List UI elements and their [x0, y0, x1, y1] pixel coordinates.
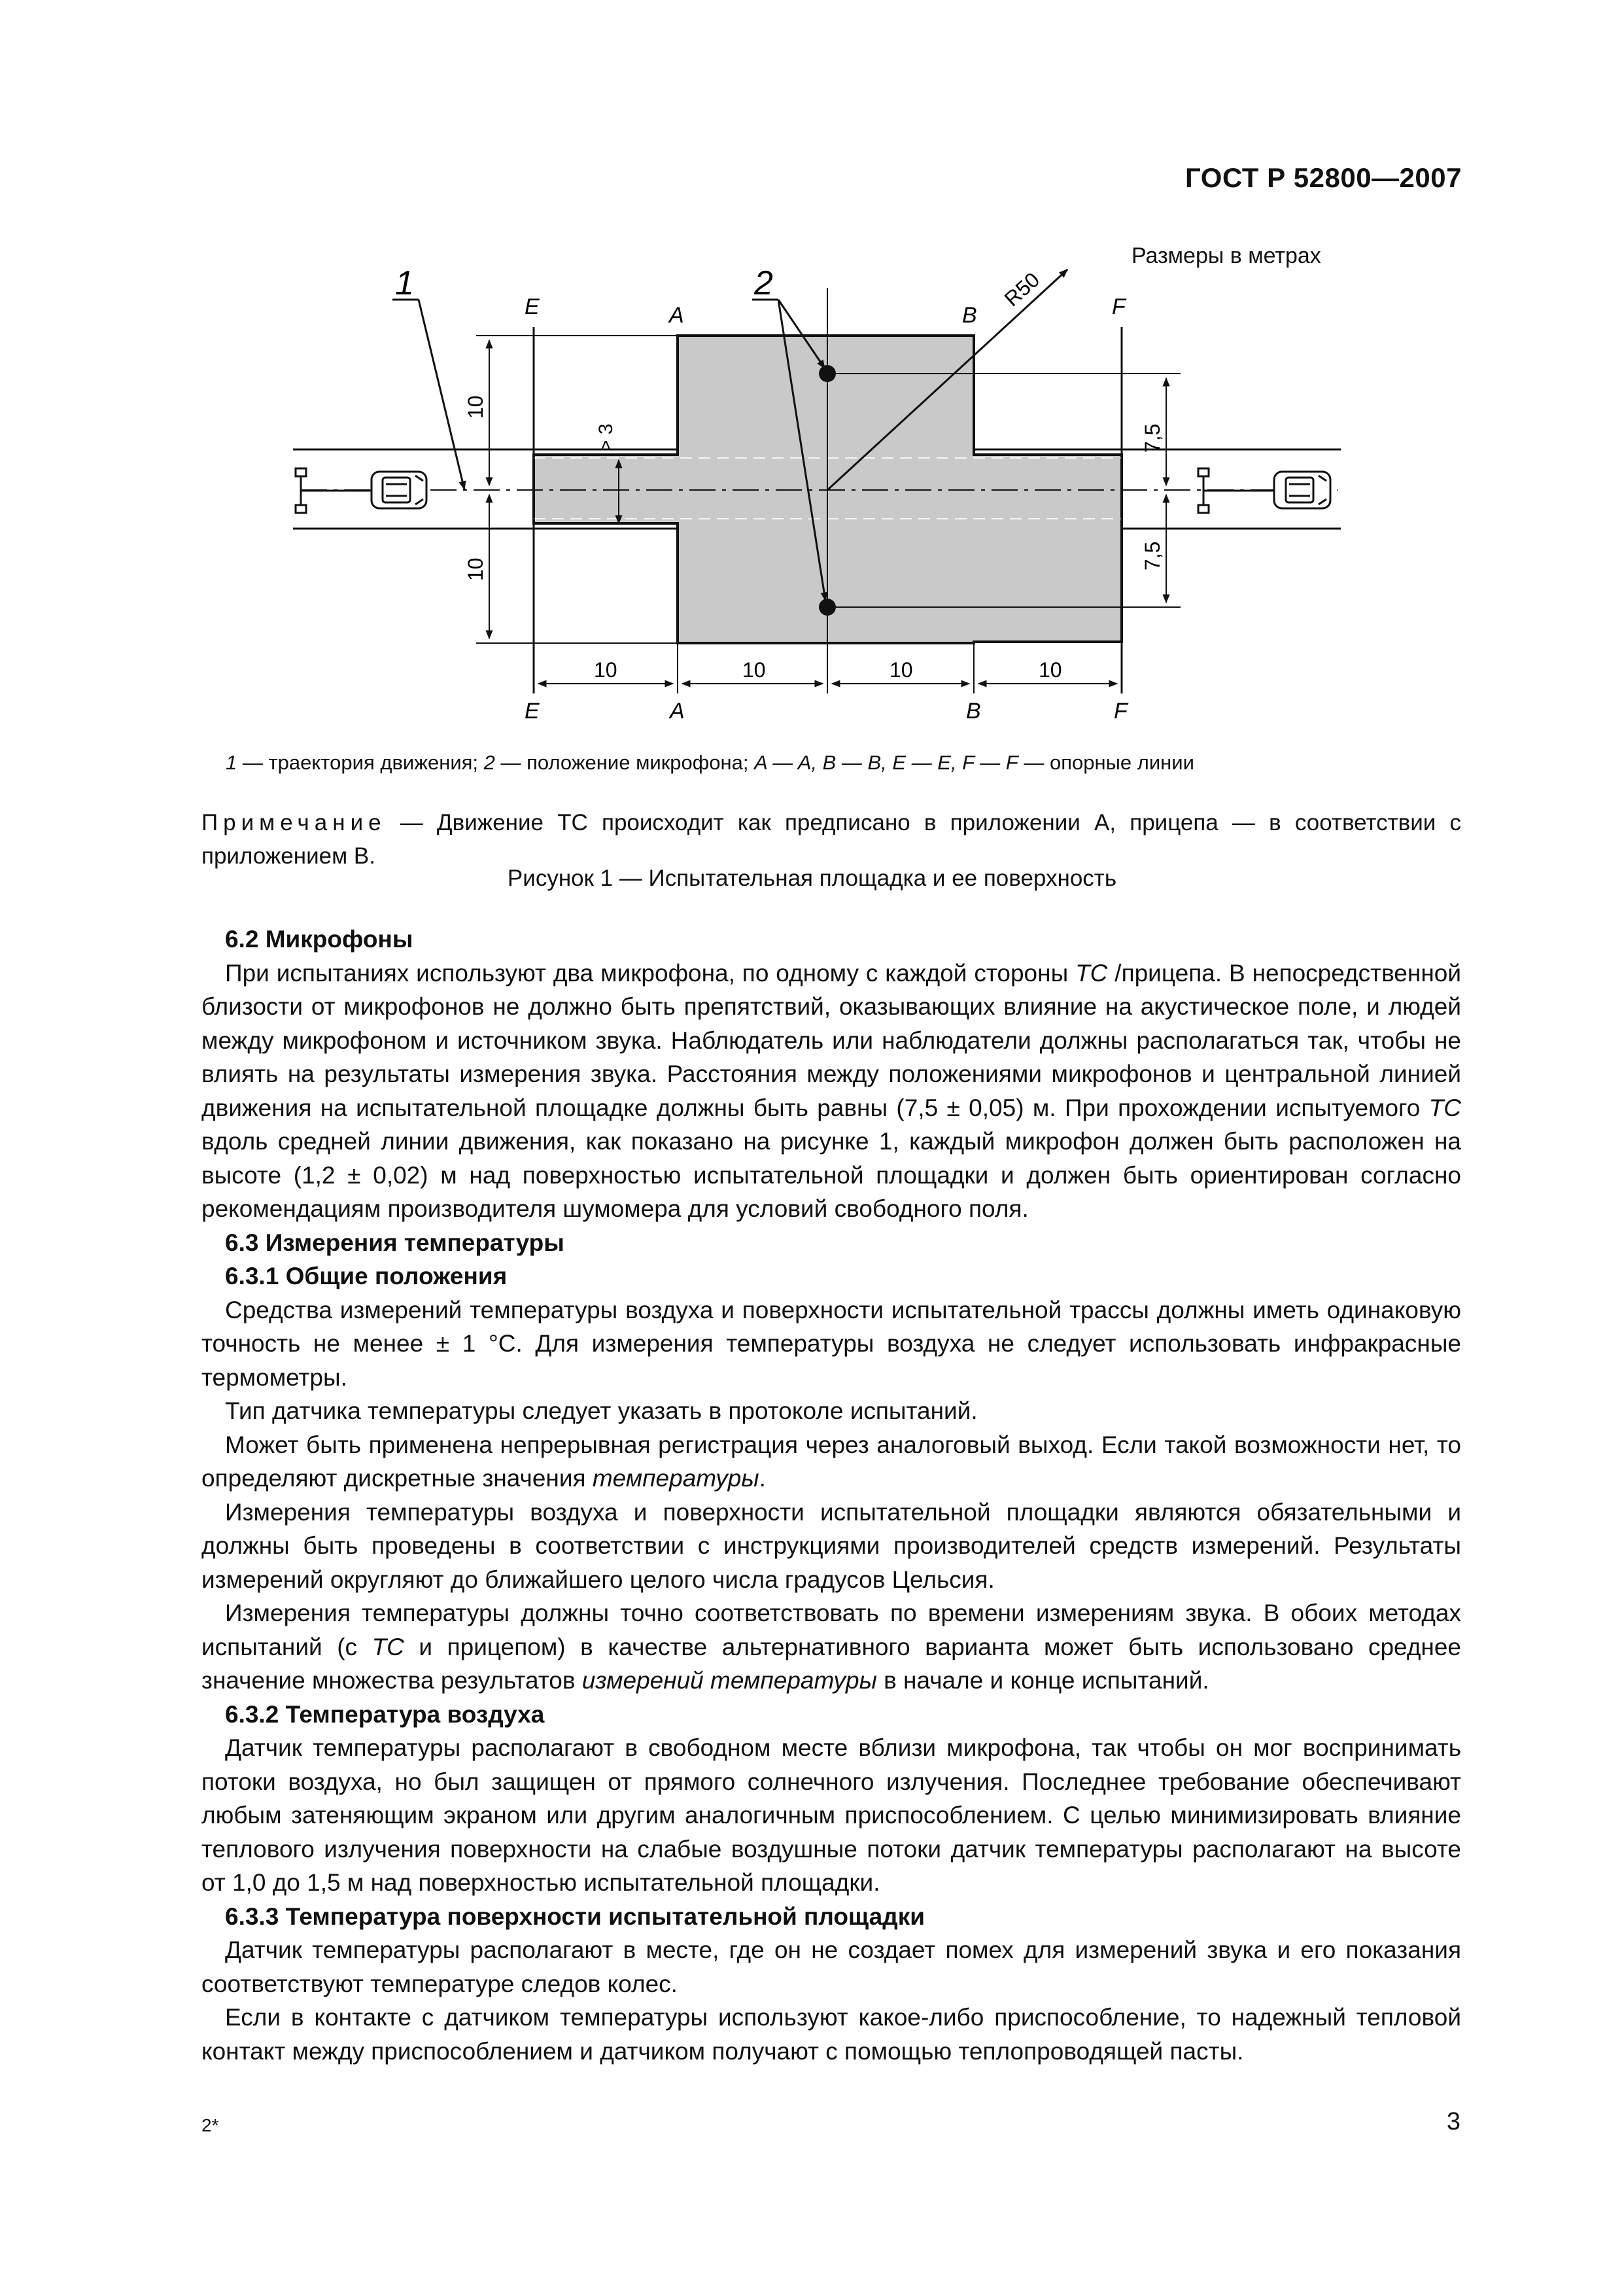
- dim-horizontal-4-label: 10: [1039, 658, 1062, 682]
- text-span: в начале и конце испытаний.: [876, 1667, 1209, 1694]
- figure-note: [201, 806, 1461, 873]
- text-span: Может быть применена непрерывная регистрация через аналоговый выход. Если такой возможности нет, то определяют дискретные значения: [201, 1431, 1461, 1492]
- section-6-3-3-title: 6.3.3 Температура поверхности испытательной площадки: [225, 1902, 925, 1930]
- figure-legend: [226, 751, 1194, 775]
- italic-span: измерений температуры: [581, 1667, 877, 1694]
- document-header: ГОСТ Р 52800—2007: [1185, 162, 1462, 193]
- microphone-bottom: [819, 599, 836, 616]
- label-bottom-e: E: [525, 699, 540, 724]
- units-note: Размеры в метрах: [1132, 243, 1321, 268]
- section-6-2-title: 6.2 Микрофоны: [225, 926, 413, 953]
- italic-span: температуры: [592, 1465, 759, 1492]
- figure-caption: Рисунок 1 — Испытательная площадка и ее поверхность: [507, 866, 1117, 891]
- text-span: вдоль средней линии движения, как показано на рисунке 1, каждый микрофон должен быть расположен на высоте (1,2 ± 0,02) м над поверхностью испытательной площадки и должен быть ориентирован согласно рекомендациям производителя шумомера для условий свободного поля.: [201, 1128, 1461, 1222]
- dim-horizontal-3-label: 10: [890, 658, 913, 682]
- label-bottom-a: A: [670, 699, 685, 724]
- vehicle-left-icon: [296, 468, 426, 513]
- legend-key-2: 2: [483, 751, 495, 774]
- legend-key-1: 1: [226, 751, 237, 774]
- section-6-3-2-title: 6.3.2 Температура воздуха: [225, 1700, 545, 1728]
- legend-text-1: — траектория движения;: [237, 751, 484, 774]
- vehicle-right-icon: [1198, 468, 1330, 513]
- section-6-3-2-paragraph: Датчик температуры располагают в свободном месте вблизи микрофона, так чтобы он мог воспринимать потоки воздуха, но был защищен от прямого солнечного излучения. Последнее требование обеспечивают любым затеняющим экраном или другим аналогичным приспособлением. С целью минимизировать влияние теплового излучения поверхности на слабые воздушные потоки датчик температуры располагают на высоте от 1,0 до 1,5 м над поверхностью испытательной площадки.: [201, 1734, 1461, 1896]
- page-number: 3: [1446, 2108, 1460, 2135]
- section-6-3-1-paragraph-2: Тип датчика температуры следует указать в протоколе испытаний.: [225, 1397, 978, 1424]
- dim-lane-width-label: > 3: [595, 423, 617, 451]
- microphone-top: [819, 365, 836, 382]
- text-span: /прицепа. В непосредственной близости от микрофонов не должно быть препятствий, оказывающих влияние на акустическое поле, и людей между микрофоном и источником звука. Наблюдатель или наблюдатели должны располагаться так, чтобы не влиять на результаты измерения звука. Расстояния между положениями микрофонов и центральной линией движения на испытательной площадке должны быть равны (7,5 ± 0,05) м. При прохождении испытуемого: [201, 959, 1461, 1121]
- legend-text-2: — положение микрофона;: [494, 751, 755, 774]
- test-site-figure: [0, 0, 1624, 746]
- dim-horizontal-1-label: 10: [594, 658, 617, 682]
- note-label: Примечание: [201, 810, 387, 835]
- dim-left-upper-label: 10: [464, 395, 487, 419]
- note-text: — Движение ТС происходит как предписано в приложении А, прицепа — в соответствии с приложением В.: [201, 810, 1461, 869]
- italic-span: ТС: [1075, 959, 1108, 987]
- section-6-3-1-paragraph-4: Измерения температуры воздуха и поверхности испытательной площадки являются обязательными и должны быть проведены в соответствии с инструкциями производителей средств измерений. Результаты измерений округляют до ближайшего целого числа градусов Цельсия.: [201, 1498, 1461, 1593]
- label-bottom-b: B: [966, 699, 981, 724]
- legend-text-3: — опорные линии: [1018, 751, 1194, 774]
- section-6-2-paragraph: [201, 956, 1461, 1226]
- legend-reference-lines: A — A, B — B, E — E, F — F: [754, 751, 1018, 774]
- label-top-f: F: [1112, 294, 1126, 319]
- section-6-3-3-paragraph-1: Датчик температуры располагают в месте, где он не создает помех для измерений звука и его показания соответствуют температуре следов колес.: [201, 1936, 1461, 1997]
- text-span: Измерения температуры должны точно соответствовать по времени измерениям звука. В обоих методах испытаний (с: [201, 1600, 1461, 1660]
- dim-mic-lower-label: 7,5: [1141, 541, 1164, 570]
- dim-left-lower-label: 10: [464, 557, 487, 581]
- section-6-3-1-paragraph-5: [201, 1596, 1461, 1698]
- label-bottom-f: F: [1114, 699, 1128, 724]
- label-top-e: E: [525, 294, 540, 319]
- callout-1-number: 1: [395, 264, 414, 302]
- section-6-3-3-paragraph-2: Если в контакте с датчиком температуры используют какое-либо приспособление, то надежный тепловой контакт между приспособлением и датчиком получают с помощью теплопроводящей пасты.: [201, 2004, 1461, 2065]
- italic-span: ТС: [371, 1633, 404, 1660]
- section-6-3-1-paragraph-1: Средства измерений температуры воздуха и поверхности испытательной трассы должны иметь одинаковую точность не менее ± 1 °С. Для измерения температуры воздуха не следует использовать инфракрасные термометры.: [201, 1296, 1461, 1391]
- callout-2-number: 2: [754, 264, 773, 302]
- radius-label: R50: [999, 268, 1045, 311]
- callout-1-leader: [419, 300, 464, 489]
- text-span: и прицепом) в качестве альтернативного варианта может быть использовано среднее значение множества результатов: [201, 1633, 1462, 1694]
- document-body: [201, 922, 1461, 2068]
- label-top-a: A: [669, 303, 684, 328]
- footer-signature-mark: 2*: [201, 2115, 219, 2135]
- section-6-3-title: 6.3 Измерения температуры: [225, 1229, 564, 1256]
- italic-span: ТС: [1428, 1094, 1461, 1121]
- label-top-b: B: [962, 303, 977, 328]
- section-6-3-1-title: 6.3.1 Общие положения: [225, 1263, 508, 1289]
- dim-mic-upper-label: 7,5: [1141, 423, 1164, 453]
- text-span: .: [759, 1465, 766, 1492]
- dim-horizontal-2-label: 10: [742, 658, 766, 682]
- text-span: При испытаниях используют два микрофона, по одному с каждой стороны: [225, 959, 1076, 987]
- section-6-3-1-paragraph-3: [201, 1428, 1461, 1496]
